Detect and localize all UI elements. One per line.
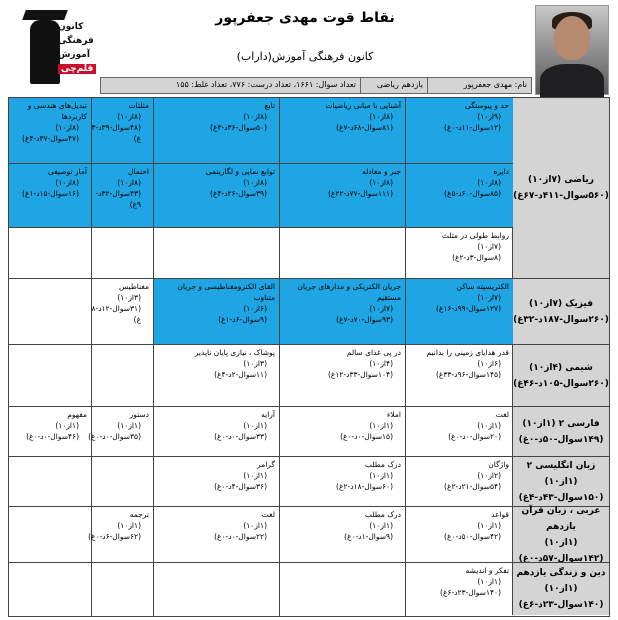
topic-score: (۱از۱۰) — [369, 471, 393, 480]
topic-stats: (۵۰سوال-۳۶د-۳غ) — [210, 123, 267, 132]
topic-stats: (۳۶سوال-۴د-۰غ) — [214, 482, 267, 491]
topic-score: (۱از۱۰) — [55, 421, 79, 430]
subject-summary — [512, 563, 609, 615]
topic-score: (۱از۱۰) — [477, 577, 501, 586]
topic-cell — [279, 279, 405, 345]
topic-score: (۹از۱۰) — [477, 112, 501, 121]
topic-title: جبر و معادله — [362, 167, 401, 176]
graduation-cap-icon — [22, 10, 68, 20]
topic-score: (۷از۱۰) — [477, 293, 501, 302]
topic-cell — [153, 507, 279, 563]
empty-cell — [91, 228, 153, 278]
topic-stats: (۶۲سوال-۶د-۰غ) — [88, 532, 141, 541]
topic-stats: (۴۶سوال-۰د-۰غ) — [26, 432, 79, 441]
subject-name: فارسی ۲ (۱از۱۰) — [522, 418, 600, 429]
topic-title: واژگان — [488, 460, 509, 469]
empty-cell — [9, 563, 91, 616]
topic-title: احتمال — [127, 167, 149, 176]
subject-summary — [512, 457, 609, 506]
topic-stats: (۱۲۷سوال-۹۹د-۱۶غ) — [435, 304, 501, 313]
topic-stats: (۳۹سوال-۲۶د-۴غ) — [210, 189, 267, 198]
topic-title: روابط طولی در مثلث — [441, 231, 509, 240]
topic-stats: (۳۱سوال-۱۲د-۸ — [91, 304, 141, 313]
topic-cell — [9, 98, 91, 164]
topic-stats: (۴۲سوال-۵۰د-۰غ) — [444, 532, 501, 541]
topic-stats: (۹۳سوال-۷۰د-۷غ) — [336, 315, 393, 324]
topic-stats: (۲۰سوال-۰د-۰غ) — [448, 432, 501, 441]
student-info-bar — [100, 77, 532, 94]
subject-section — [9, 344, 609, 406]
topic-stats: (۹سوال-۱د-۰غ) — [344, 532, 393, 541]
topic-stats: (۸۵سوال-۶۰د-۵غ) — [444, 189, 501, 198]
topic-title: آشنایی با مبانی ریاضیات — [325, 101, 401, 110]
topic-score: (۸از۱۰) — [117, 112, 141, 121]
topic-stats: (۵۴سوال-۲۱د-۲غ) — [444, 482, 501, 491]
topic-score: (۱از۱۰) — [477, 521, 501, 530]
subject-name: شیمی (۴از۱۰) — [529, 362, 593, 373]
logo-text-1: کانون — [58, 22, 84, 32]
topic-title: مغناطیس — [119, 282, 149, 291]
subject-section — [9, 278, 609, 344]
topic-cell — [9, 407, 91, 457]
topic-title: الکتریسیته ساکن — [456, 282, 509, 291]
topic-stats: (۳۳سوال-۰د-۰غ) — [214, 432, 267, 441]
subject-section — [9, 406, 609, 456]
topic-stats: (۸سوال-۳د-۲غ) — [452, 253, 501, 262]
topic-score: (۷از۱۰) — [369, 304, 393, 313]
subject-summary — [512, 345, 609, 406]
topic-title: آرایه — [261, 410, 275, 419]
topic-score: (۱از۱۰) — [243, 421, 267, 430]
topic-cell — [405, 279, 513, 345]
subject-summary — [512, 507, 609, 562]
subject-name: دین و زندگی یازدهم (۱از۱۰) — [516, 568, 606, 594]
page-subtitle: کانون فرهنگی آموزش(داراب) — [236, 50, 374, 63]
topic-cell — [279, 345, 405, 407]
subject-section — [9, 98, 609, 278]
topic-cell — [91, 279, 153, 345]
topic-score: (۴از۱۰) — [369, 359, 393, 368]
student-grade: یازدهم ریاضی — [360, 78, 427, 93]
subject-name: ریاضی (۷از۱۰) — [528, 175, 594, 185]
topic-title: درک مطلب — [364, 460, 401, 469]
logo-text-2: فرهنگی — [58, 36, 94, 46]
subject-score: (۱از۱۰) — [544, 537, 578, 548]
subject-stats: (۵۶۰سوال-۴۱۱د-۶۷غ) — [513, 191, 609, 201]
topic-cell — [279, 507, 405, 563]
logo-text-3: آموزش — [58, 50, 90, 60]
topic-score: (۷از۱۰) — [477, 242, 501, 251]
topic-cell — [279, 98, 405, 164]
student-name: نام: مهدی جعفرپور — [427, 78, 531, 93]
topic-title: درک مطلب — [364, 510, 401, 519]
empty-cell — [9, 457, 91, 507]
topic-title: تابع — [264, 101, 275, 110]
subject-stats: (۲۶۰سوال-۱۸۷د-۳۲غ) — [513, 314, 609, 325]
topic-stats: (۴۷سوال-۳۷د-۴غ) — [22, 134, 79, 143]
subject-section — [9, 562, 609, 615]
topic-cell — [153, 407, 279, 457]
topic-title: قدر هدایای زمینی را بدانیم — [426, 348, 509, 357]
empty-cell — [153, 563, 279, 616]
topic-score: (۸از۱۰) — [243, 112, 267, 121]
subject-stats: (۲۶۰سوال-۱۰۵د-۴۶غ) — [513, 378, 609, 389]
subject-name: عربی ، زبان قرآن یازدهم — [521, 505, 601, 532]
topic-cell — [279, 407, 405, 457]
topic-stats: (۱۱۱سوال-۷۷د-۲۲غ) — [327, 189, 393, 198]
topic-cell — [279, 164, 405, 228]
empty-cell — [279, 228, 405, 278]
subject-summary — [512, 98, 609, 278]
subject-summary — [512, 279, 609, 344]
photo-face — [554, 16, 590, 60]
subject-section — [9, 456, 609, 506]
topic-cell — [153, 164, 279, 228]
topic-title: مفهوم — [67, 410, 87, 419]
topic-score: (۸از۱۰) — [243, 178, 267, 187]
topic-title: املاء — [386, 410, 401, 419]
empty-cell — [9, 279, 91, 345]
topic-cell — [405, 164, 513, 228]
student-photo — [535, 5, 609, 95]
subject-stats: (۱۴۲سوال-۵۷د-۰غ) — [518, 553, 604, 564]
topic-cell — [405, 345, 513, 407]
topic-score: (۸از۱۰) — [55, 178, 79, 187]
topic-stats: (۱۴۵سوال-۹۶د-۳۳غ) — [435, 370, 501, 379]
topic-cell — [153, 457, 279, 507]
topic-title: ترجمه — [129, 510, 149, 519]
topic-score: (۳از۱۰) — [117, 293, 141, 302]
topic-score: (۱از۱۰) — [477, 421, 501, 430]
empty-cell — [279, 563, 405, 616]
empty-cell — [9, 228, 91, 278]
topic-title: گرامر — [257, 460, 275, 469]
topic-score: (۸از۱۰) — [117, 178, 141, 187]
topic-score: (۶از۱۰) — [477, 359, 501, 368]
subject-summary — [512, 407, 609, 456]
topic-cell — [88, 407, 153, 457]
topic-title: دستور — [129, 410, 149, 419]
topic-title: جریان الکتریکی و مدارهای جریان مستقیم — [297, 282, 401, 302]
topic-stats: (۱۱سوال-۲د-۴غ) — [214, 370, 267, 379]
topic-cell — [153, 98, 279, 164]
topic-stats: (۱۲سوال-۱۱د-۰غ) — [444, 123, 501, 132]
topic-cell — [153, 279, 279, 345]
topic-score: (۸از۱۰) — [369, 112, 393, 121]
topic-title: قواعد — [491, 510, 509, 519]
topic-title: در پی غذای سالم — [346, 348, 401, 357]
topic-cell — [405, 507, 513, 563]
topic-cell — [91, 164, 153, 228]
subject-name: زبان انگلیسی ۲ (۱از۱۰) — [526, 460, 596, 487]
logo-text-4: قلم‌چی — [58, 64, 96, 74]
topic-score: (۱از۱۰) — [369, 421, 393, 430]
topic-stats: (۴۸سوال-۳۹د-۳ — [91, 123, 141, 132]
topic-score: (۱از۱۰) — [117, 421, 141, 430]
topic-title: لغت — [261, 510, 275, 519]
topic-score: (۱از۱۰) — [117, 521, 141, 530]
page-title: نقاط قوت مهدی جعفرپور — [215, 10, 395, 26]
topic-stats-continued: غ) — [133, 315, 141, 324]
empty-cell — [9, 345, 91, 407]
topic-cell — [88, 507, 153, 563]
topic-stats-continued: ۹غ) — [129, 200, 141, 209]
topic-score: (۸از۱۰) — [369, 178, 393, 187]
topic-score: (۳از۱۰) — [243, 359, 267, 368]
topic-stats: (۳۵سوال-۰د-۰غ) — [88, 432, 141, 441]
topic-score: (۱از۱۰) — [369, 521, 393, 530]
brand-logo — [18, 6, 98, 88]
topic-score: (۱از۱۰) — [243, 471, 267, 480]
topic-cell — [91, 98, 153, 164]
topic-stats: (۹سوال-۶د-۱غ) — [218, 315, 267, 324]
topic-title: مثلثات — [128, 101, 149, 110]
topic-cell — [9, 164, 91, 228]
topic-title: توابع نمایی و لگاریتمی — [205, 167, 275, 176]
topic-stats: (۱۴۰سوال-۲۳د-۶غ) — [440, 588, 501, 597]
graduate-figure-icon — [30, 20, 60, 84]
empty-cell — [9, 507, 91, 563]
topic-title: دایره — [493, 167, 509, 176]
topic-cell — [405, 457, 513, 507]
empty-cell — [91, 563, 153, 616]
subject-stats: (۱۴۹سوال-۵۰د-۰غ) — [518, 434, 604, 445]
topic-score: (۲از۱۰) — [477, 471, 501, 480]
topic-stats: (۸۱سوال-۶۸د-۷غ) — [336, 123, 393, 132]
topic-stats: (۴۳سوال-۳۲د- — [95, 189, 141, 198]
empty-cell — [153, 228, 279, 278]
topic-title: تفکر و اندیشه — [465, 566, 509, 575]
topic-stats: (۶۰سوال-۱۸د-۲غ) — [336, 482, 393, 491]
question-stats: تعداد سوال: ۱۶۶۱، تعداد درست: ۷۷۶، تعداد غلط: ۱۵۵ — [175, 80, 356, 89]
topic-title: پوشاک ، نیازی پایان ناپذیر — [194, 348, 275, 357]
topic-cell — [153, 345, 279, 407]
topic-title: تبدیل‌های هندسی و کاربردها — [27, 101, 87, 121]
subject-name: فیزیک (۷از۱۰) — [529, 298, 593, 309]
topic-stats-continued: غ) — [133, 134, 141, 143]
subject-section — [9, 506, 609, 562]
topic-cell — [279, 457, 405, 507]
topic-title: القای الکترومغناطیسی و جریان متناوب — [177, 282, 275, 302]
empty-cell — [91, 345, 153, 407]
topic-cell — [405, 563, 513, 616]
topic-title: لغت — [495, 410, 509, 419]
topic-score: (۸از۱۰) — [477, 178, 501, 187]
topic-stats: (۱۰۴سوال-۳۳د-۱۲غ) — [327, 370, 393, 379]
topic-cell — [405, 407, 513, 457]
topic-stats: (۲۲سوال-۰د-۰غ) — [214, 532, 267, 541]
empty-cell — [91, 457, 153, 507]
topic-score: (۱از۱۰) — [243, 521, 267, 530]
subject-stats: (۱۵۰سوال-۴۳د-۴غ) — [518, 492, 604, 503]
topic-cell — [405, 98, 513, 164]
topic-title: آمار توصیفی — [47, 167, 87, 176]
subject-stats: (۱۴۰سوال-۲۳د-۶غ) — [518, 600, 604, 610]
strengths-table — [8, 97, 610, 617]
topic-title: حد و پیوستگی — [464, 101, 509, 110]
topic-score: (۸از۱۰) — [55, 123, 79, 132]
topic-score: (۶از۱۰) — [243, 304, 267, 313]
topic-stats: (۱۵سوال-۰د-۰غ) — [340, 432, 393, 441]
topic-stats: (۱۶سوال-۱۵د-۱غ) — [22, 189, 79, 198]
topic-cell — [405, 228, 513, 278]
